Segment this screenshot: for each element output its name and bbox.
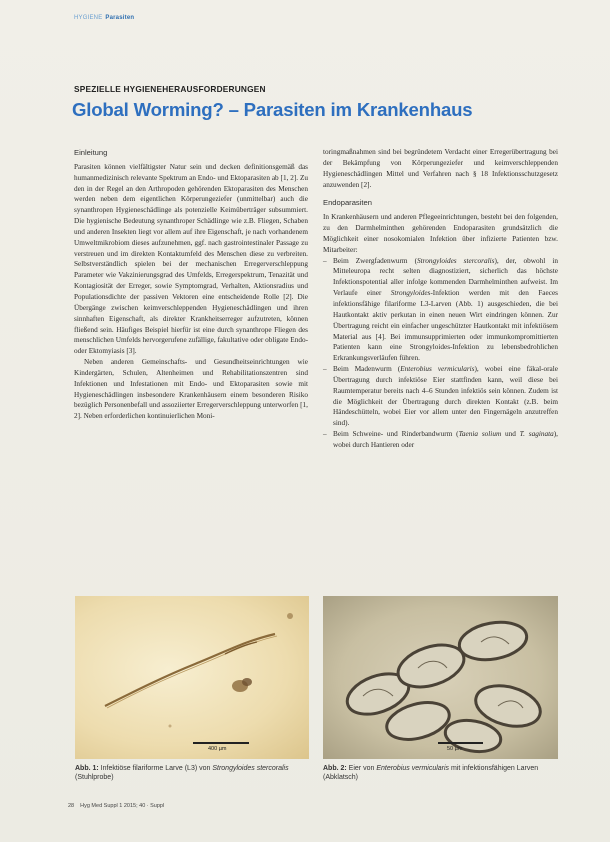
caption-label: Abb. 2: bbox=[323, 765, 347, 772]
list-text: und bbox=[501, 430, 520, 439]
section-heading-endoparasites: Endoparasiten bbox=[323, 198, 372, 208]
species-name: T. saginata bbox=[519, 430, 554, 439]
list-text: ), der, obwohl in Mitteleuropa recht selten diagnostiziert, sicherlich das höchste Infektionspotential aller infolge kommenden Darmhelminthen aufweist. Im Verlaufe einer bbox=[333, 256, 558, 298]
running-header bbox=[74, 15, 134, 21]
figure-1-micrograph bbox=[75, 596, 309, 759]
list-text: ), wobei durch Hantieren oder bbox=[333, 430, 558, 449]
continued-paragraph: toringmaßnahmen sind bei begründetem Verdacht einer Erregerübertragung bei der Bekämpfung von Körperungeziefer und keimverschleppenden Hygieneschädlingen Mittel und Verfahren nach § 18 Infektionsschutzgesetz anzuwenden [2]. bbox=[323, 148, 558, 189]
scale-bar bbox=[438, 742, 483, 744]
text-column-right bbox=[323, 147, 558, 451]
list-text: Beim Zwergfadenwurm ( bbox=[333, 256, 418, 265]
caption-text: mit infektionsfähigen Larven (Abklatsch) bbox=[323, 765, 539, 781]
intro-paragraph-2: Neben anderen Gemeinschafts- und Gesundheitseinrichtungen wie Kindergärten, Schulen, Altenheimen und Rehabilitationszentren sind Infektionen und Infestationen mit Endo- und Ektoparasiten sowie mit Hygieneschädlingen insbesondere Krankenhäusern einem besonderen Risiko bezüglich Personenbefall und assoziierter Erregerverschleppung unterworfen [1, 2]. Neben erforderlichen kontinuierlichen Moni- bbox=[74, 358, 308, 421]
species-name: Enterobius vermicularis bbox=[400, 365, 475, 374]
scale-label: 50 µm bbox=[447, 746, 463, 752]
endoparasites-paragraph: In Krankenhäusern und anderen Pflegeeinrichtungen, besteht bei den folgenden, zu den Darmhelminthen gehörenden Endoparasiten grundsätzlich die Möglichkeit einer nosokomialen Infektion über infizierte Patienten bzw. Mitarbeiter: bbox=[323, 213, 558, 254]
larva-image bbox=[75, 596, 309, 759]
species-name: Strongyloides bbox=[390, 289, 431, 298]
list-item bbox=[323, 364, 558, 429]
figure-1-caption bbox=[75, 764, 311, 782]
caption-text: Eier von bbox=[346, 765, 377, 772]
species-name: Enterobius vermicularis bbox=[376, 765, 450, 772]
list-text: ), wobei eine fäkal-orale Übertragung durch infektiöse Eier stattfinden kann, weil diese bei Raumtemperatur bereits nach 4–6 Stunden infektiös sein können. Zudem ist die Möglichkeit der Übertragung durch direkten Kontakt (z.B. beim Händeschütteln, wobei Eier vor allem unter den Fingernägeln anzutreffen sind). bbox=[333, 365, 558, 428]
journal-citation: Hyg Med Suppl 1 2015; 40 · Suppl bbox=[80, 803, 165, 809]
header-subsection: Parasiten bbox=[105, 15, 135, 21]
text-column-left bbox=[74, 148, 308, 422]
caption-label: Abb. 1: bbox=[75, 765, 99, 772]
species-name: Strongyloides stercoralis bbox=[212, 765, 289, 772]
scale-label: 400 µm bbox=[208, 746, 227, 752]
section-heading-intro: Einleitung bbox=[74, 148, 108, 157]
list-text: Beim Madenwurm ( bbox=[333, 365, 401, 374]
figure-2-micrograph bbox=[323, 596, 558, 759]
figure-2-caption bbox=[323, 764, 559, 782]
species-name: Strongyloides stercoralis bbox=[417, 256, 495, 265]
endoparasite-list bbox=[323, 256, 558, 451]
list-text: -Infektion werden mit den Faeces infektionsfähige filariforme L3-Larven (Abb. 1) ausgeschieden, die bei Hautkontakt aktiv perkutan in einen neuen Wirt eindringen können. Zur Übertragung reicht ein einfacher ungeschützter Hautkontakt mit infektiösem Material aus [4]. Bei immunsupprimierten oder immunkompromittierten Patienten kann eine Strongyloides-Infektion zu lebensbedrohlichen Erkrankungsverläufen führen. bbox=[333, 289, 558, 363]
list-text: Beim Schweine- und Rinderbandwurm ( bbox=[333, 430, 459, 439]
page-footer bbox=[68, 803, 164, 809]
page-number: 28 bbox=[68, 803, 75, 809]
list-item bbox=[323, 429, 558, 451]
eggs-image bbox=[323, 596, 558, 759]
scale-bar bbox=[193, 742, 249, 744]
article-title: Global Worming? – Parasiten im Krankenhaus bbox=[72, 99, 473, 120]
caption-text: (Stuhlprobe) bbox=[75, 774, 114, 781]
intro-paragraph-1: Parasiten können vielfältigster Natur sein und decken definitionsgemäß das humanmedizinisch relevante Spektrum an Endo- und Ektoparasiten ab [1, 2]. Zu den in der Regel an den Arthropoden gehörenden Ektoparasiten des Menschen werden neben dem eigentlichen Körperungeziefer (unmittelbar) auch die synanthropen Hygieneschädlinge als potenzielle Keimüberträger subsummiert. Die hygienische Bedeutung synanthroper Schädlinge wie z.B. Fliegen, Schaben und anderen Insekten liegt vor allem auf ihre Eigenschaft, je nach vorhandenem Umweltmikrobiom dieses aufzunehmen, ggf. nach gastrointestinaler Passage zu verstreuen und im direkten Kontaktumfeld des Menschen diese zu verbreiten. Selbstverständlich spielen bei der mechanischen Erregerverschleppung Parameter wie Vakzinierungsgrad des Umfelds, Erregerspektrum, Tenazität und Kontagiosität der Erreger, sowie Symptomgrad, Verhalten, Aktionsradius und Populationsdichte der passiven Vektoren eine entscheidende Rolle [2]. Die Übergänge zwischen keimverschleppenden Hygieneschädlingen und ihren sinnhaften Eigenschaft, als direkter Krankheitserreger aufzutreten, können fließend sein. Häufiges Beispiel hierfür ist eine durch synanthrope Fliegen des menschlichen Umfelds hervorgerufene zufällige, fakultative oder obligate Endo- oder Ektomyiasis [3]. bbox=[74, 162, 308, 356]
article-kicker: SPEZIELLE HYGIENEHERAUSFORDERUNGEN bbox=[74, 84, 266, 94]
species-name: Taenia solium bbox=[458, 430, 502, 439]
list-item bbox=[323, 256, 558, 364]
caption-text: Infektiöse filariforme Larve (L3) von bbox=[98, 765, 213, 772]
header-section: HYGIENE bbox=[74, 15, 103, 21]
